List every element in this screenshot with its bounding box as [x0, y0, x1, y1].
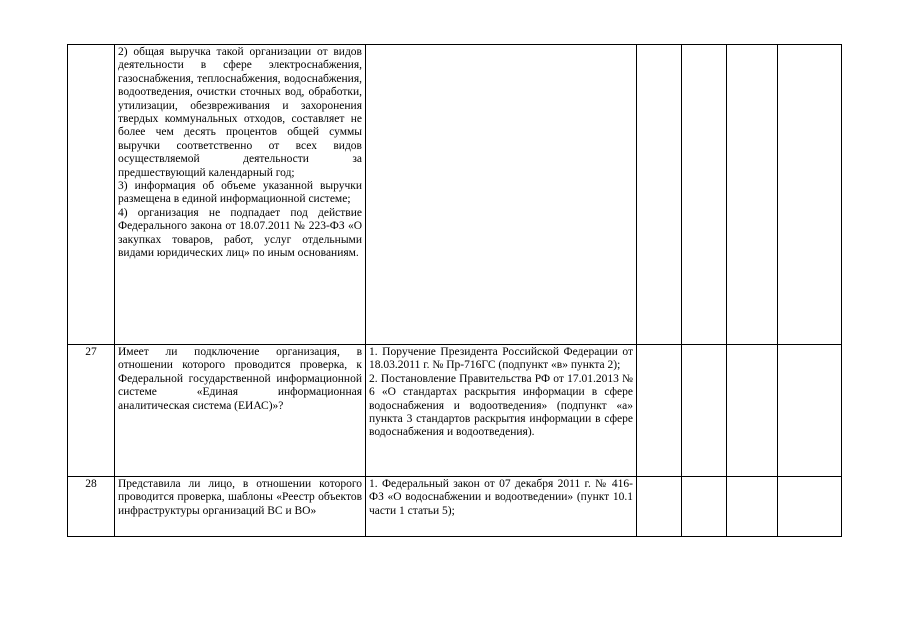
empty-cell	[778, 477, 842, 537]
question-cell	[115, 45, 366, 345]
reference-cell	[366, 345, 637, 477]
reference-paragraph: 1. Поручение Президента Российской Федерации от 18.03.2011 г. № Пр-716ГС (подпункт «в» пункта 2);	[369, 346, 633, 372]
empty-cell	[778, 345, 842, 477]
empty-cell	[727, 345, 778, 477]
empty-cell	[682, 45, 727, 345]
empty-cell	[637, 345, 682, 477]
empty-cell	[637, 477, 682, 537]
document-table	[67, 44, 842, 537]
reference-paragraph: 1. Федеральный закон от 07 декабря 2011 г. № 416-ФЗ «О водоснабжении и водоотведении» (пункт 10.1 части 1 статьи 5);	[369, 478, 633, 517]
row-number-cell	[68, 45, 115, 345]
empty-cell	[727, 45, 778, 345]
reference-paragraph: 2. Постановление Правительства РФ от 17.01.2013 № 6 «О стандартах раскрытия информации в сфере водоснабжения и водоотведения» (подпункт «а» пункта 3 стандартов раскрытия информации в сфере водоснабжения и водоотведения).	[369, 372, 633, 439]
row-number-cell: 27	[68, 345, 115, 477]
table-row	[68, 477, 842, 537]
empty-cell	[778, 45, 842, 345]
reference-cell	[366, 477, 637, 537]
empty-cell	[637, 45, 682, 345]
question-cell	[115, 345, 366, 477]
question-paragraph: 2) общая выручка такой организации от видов деятельности в сфере электроснабжения, газоснабжения, теплоснабжения, водоснабжения, водоотведения, очистки сточных вод, обработки, утилизации, обезвреживания и захоронения твердых коммунальных отходов, составляет не более чем десять процентов общей суммы выручки соответственно от всех видов осуществляемой деятельности за предшествующий календарный год;	[118, 46, 362, 179]
question-paragraph: 4) организация не подпадает под действие Федерального закона от 18.07.2011 № 223-ФЗ «О закупках товаров, работ, услуг отдельными видами юридических лиц» по иным основаниям.	[118, 206, 362, 260]
question-paragraph: 3) информация об объеме указанной выручки размещена в единой информационной системе;	[118, 180, 362, 206]
empty-cell	[682, 477, 727, 537]
empty-cell	[682, 345, 727, 477]
question-cell	[115, 477, 366, 537]
question-paragraph: Представила ли лицо, в отношении которого проводится проверка, шаблоны «Реестр объектов инфраструктуры организаций ВС и ВО»	[118, 478, 362, 517]
table-row	[68, 345, 842, 477]
table-row	[68, 45, 842, 345]
reference-cell	[366, 45, 637, 345]
question-paragraph: Имеет ли подключение организация, в отношении которого проводится проверка, к Федеральной государственной информационной системе «Единая информационная аналитическая система (ЕИАС)»?	[118, 346, 362, 412]
row-number-cell: 28	[68, 477, 115, 537]
empty-cell	[727, 477, 778, 537]
